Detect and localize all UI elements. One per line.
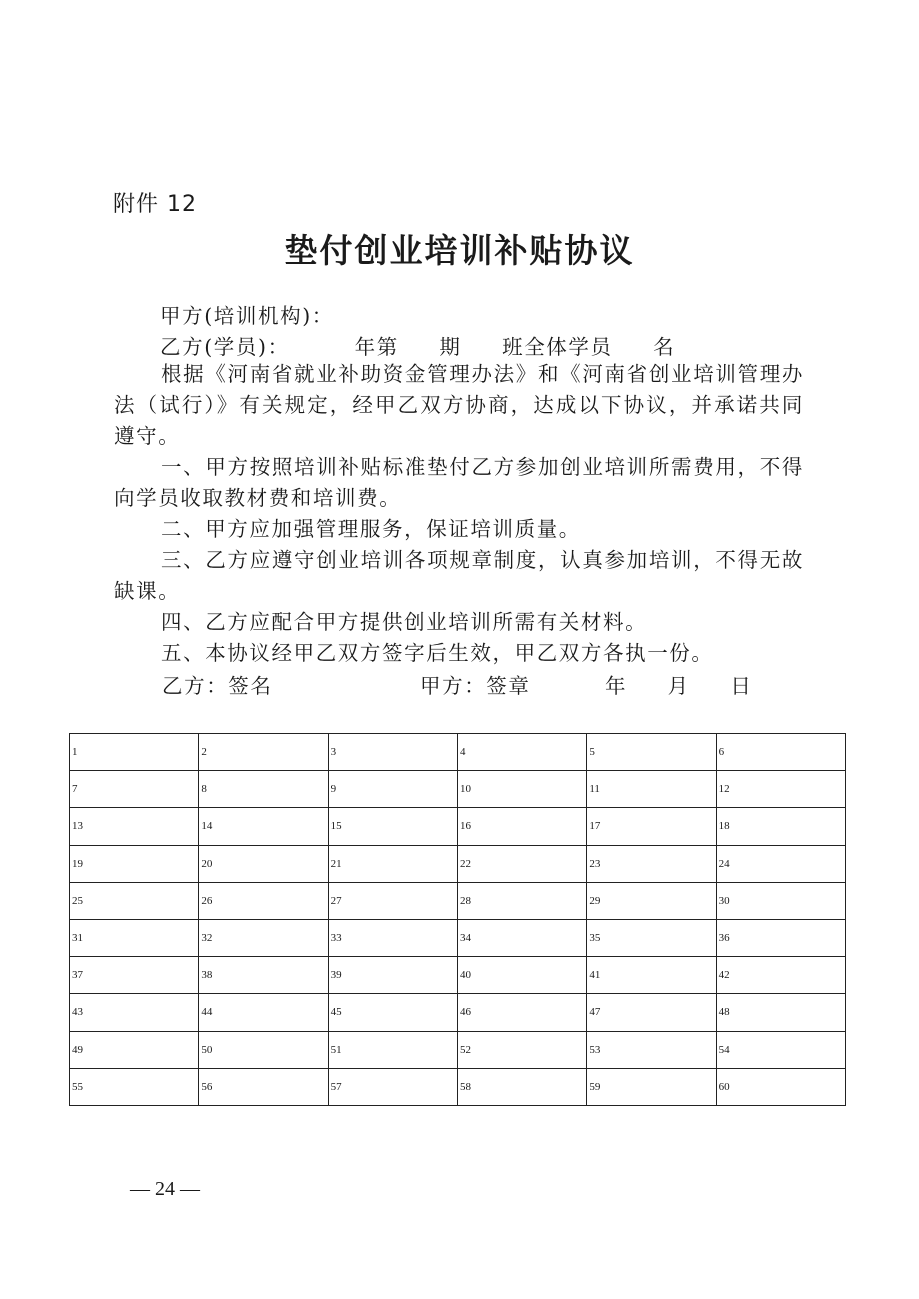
roster-cell[interactable]: 7 bbox=[70, 771, 199, 808]
table-row bbox=[70, 734, 846, 771]
roster-cell[interactable]: 12 bbox=[716, 771, 845, 808]
roster-cell[interactable]: 53 bbox=[587, 1031, 716, 1068]
roster-cell[interactable]: 59 bbox=[587, 1068, 716, 1105]
roster-cell[interactable]: 41 bbox=[587, 957, 716, 994]
paragraph-intro: 根据《河南省就业补助资金管理办法》和《河南省创业培训管理办法（试行）》有关规定，经甲乙双方协商，达成以下协议，并承诺共同遵守。 bbox=[114, 362, 804, 448]
roster-cell[interactable]: 18 bbox=[716, 808, 845, 845]
paragraph-clause-5: 五、本协议经甲乙双方签字后生效，甲乙双方各执一份。 bbox=[161, 641, 714, 665]
paragraph-clause-4: 四、乙方应配合甲方提供创业培训所需有关材料。 bbox=[161, 610, 648, 634]
roster-cell[interactable]: 13 bbox=[70, 808, 199, 845]
roster-cell[interactable]: 33 bbox=[328, 919, 457, 956]
roster-cell[interactable]: 2 bbox=[199, 734, 328, 771]
roster-cell[interactable]: 27 bbox=[328, 882, 457, 919]
roster-cell[interactable]: 28 bbox=[457, 882, 586, 919]
table-row bbox=[70, 808, 846, 845]
roster-cell[interactable]: 35 bbox=[587, 919, 716, 956]
roster-cell[interactable]: 11 bbox=[587, 771, 716, 808]
roster-cell[interactable]: 58 bbox=[457, 1068, 586, 1105]
roster-cell[interactable]: 60 bbox=[716, 1068, 845, 1105]
roster-cell[interactable]: 52 bbox=[457, 1031, 586, 1068]
roster-cell[interactable]: 39 bbox=[328, 957, 457, 994]
attachment-label: 附件 12 bbox=[113, 192, 197, 217]
roster-cell[interactable]: 14 bbox=[199, 808, 328, 845]
roster-cell[interactable]: 10 bbox=[457, 771, 586, 808]
roster-cell[interactable]: 31 bbox=[70, 919, 199, 956]
party-b-line: 乙方(学员)： 年第 期 班全体学员 名 bbox=[160, 335, 676, 359]
party-a-seal: 甲方：签章 bbox=[420, 674, 531, 698]
roster-cell[interactable]: 4 bbox=[457, 734, 586, 771]
roster-cell[interactable]: 42 bbox=[716, 957, 845, 994]
roster-cell[interactable]: 26 bbox=[199, 882, 328, 919]
roster-cell[interactable]: 23 bbox=[587, 845, 716, 882]
table-row bbox=[70, 1031, 846, 1068]
roster-cell[interactable]: 6 bbox=[716, 734, 845, 771]
paragraph-clause-3: 三、乙方应遵守创业培训各项规章制度，认真参加培训，不得无故缺课。 bbox=[114, 548, 804, 603]
roster-cell[interactable]: 47 bbox=[587, 994, 716, 1031]
table-row bbox=[70, 1068, 846, 1105]
student-roster-table bbox=[69, 733, 846, 1106]
roster-cell[interactable]: 49 bbox=[70, 1031, 199, 1068]
roster-cell[interactable]: 50 bbox=[199, 1031, 328, 1068]
page-number: — 24 — bbox=[130, 1178, 200, 1200]
roster-cell[interactable]: 9 bbox=[328, 771, 457, 808]
roster-cell[interactable]: 3 bbox=[328, 734, 457, 771]
roster-cell[interactable]: 51 bbox=[328, 1031, 457, 1068]
paragraph-clause-1: 一、甲方按照培训补贴标准垫付乙方参加创业培训所需费用，不得向学员收取教材费和培训费。 bbox=[114, 455, 804, 510]
table-row bbox=[70, 771, 846, 808]
roster-cell[interactable]: 38 bbox=[199, 957, 328, 994]
sign-date: 年 月 日 bbox=[605, 674, 753, 698]
table-row bbox=[70, 882, 846, 919]
roster-cell[interactable]: 15 bbox=[328, 808, 457, 845]
table-row bbox=[70, 919, 846, 956]
roster-cell[interactable]: 29 bbox=[587, 882, 716, 919]
roster-cell[interactable]: 55 bbox=[70, 1068, 199, 1105]
party-b-signature: 乙方：签名 bbox=[162, 674, 273, 698]
roster-cell[interactable]: 1 bbox=[70, 734, 199, 771]
roster-cell[interactable]: 56 bbox=[199, 1068, 328, 1105]
roster-cell[interactable]: 8 bbox=[199, 771, 328, 808]
roster-cell[interactable]: 40 bbox=[457, 957, 586, 994]
paragraph-clause-2: 二、甲方应加强管理服务，保证培训质量。 bbox=[161, 517, 581, 541]
roster-cell[interactable]: 16 bbox=[457, 808, 586, 845]
roster-cell[interactable]: 37 bbox=[70, 957, 199, 994]
roster-cell[interactable]: 34 bbox=[457, 919, 586, 956]
roster-cell[interactable]: 24 bbox=[716, 845, 845, 882]
roster-cell[interactable]: 19 bbox=[70, 845, 199, 882]
document-title: 垫付创业培训补贴协议 bbox=[284, 231, 635, 270]
roster-cell[interactable]: 32 bbox=[199, 919, 328, 956]
roster-cell[interactable]: 57 bbox=[328, 1068, 457, 1105]
roster-cell[interactable]: 22 bbox=[457, 845, 586, 882]
table-row bbox=[70, 845, 846, 882]
roster-cell[interactable]: 17 bbox=[587, 808, 716, 845]
roster-cell[interactable]: 43 bbox=[70, 994, 199, 1031]
table-row bbox=[70, 994, 846, 1031]
party-a-line: 甲方(培训机构)： bbox=[160, 304, 334, 328]
roster-cell[interactable]: 36 bbox=[716, 919, 845, 956]
roster-cell[interactable]: 20 bbox=[199, 845, 328, 882]
roster-cell[interactable]: 30 bbox=[716, 882, 845, 919]
roster-cell[interactable]: 21 bbox=[328, 845, 457, 882]
roster-cell[interactable]: 44 bbox=[199, 994, 328, 1031]
roster-cell[interactable]: 25 bbox=[70, 882, 199, 919]
roster-cell[interactable]: 48 bbox=[716, 994, 845, 1031]
roster-cell[interactable]: 46 bbox=[457, 994, 586, 1031]
roster-cell[interactable]: 45 bbox=[328, 994, 457, 1031]
table-row bbox=[70, 957, 846, 994]
roster-cell[interactable]: 5 bbox=[587, 734, 716, 771]
roster-cell[interactable]: 54 bbox=[716, 1031, 845, 1068]
